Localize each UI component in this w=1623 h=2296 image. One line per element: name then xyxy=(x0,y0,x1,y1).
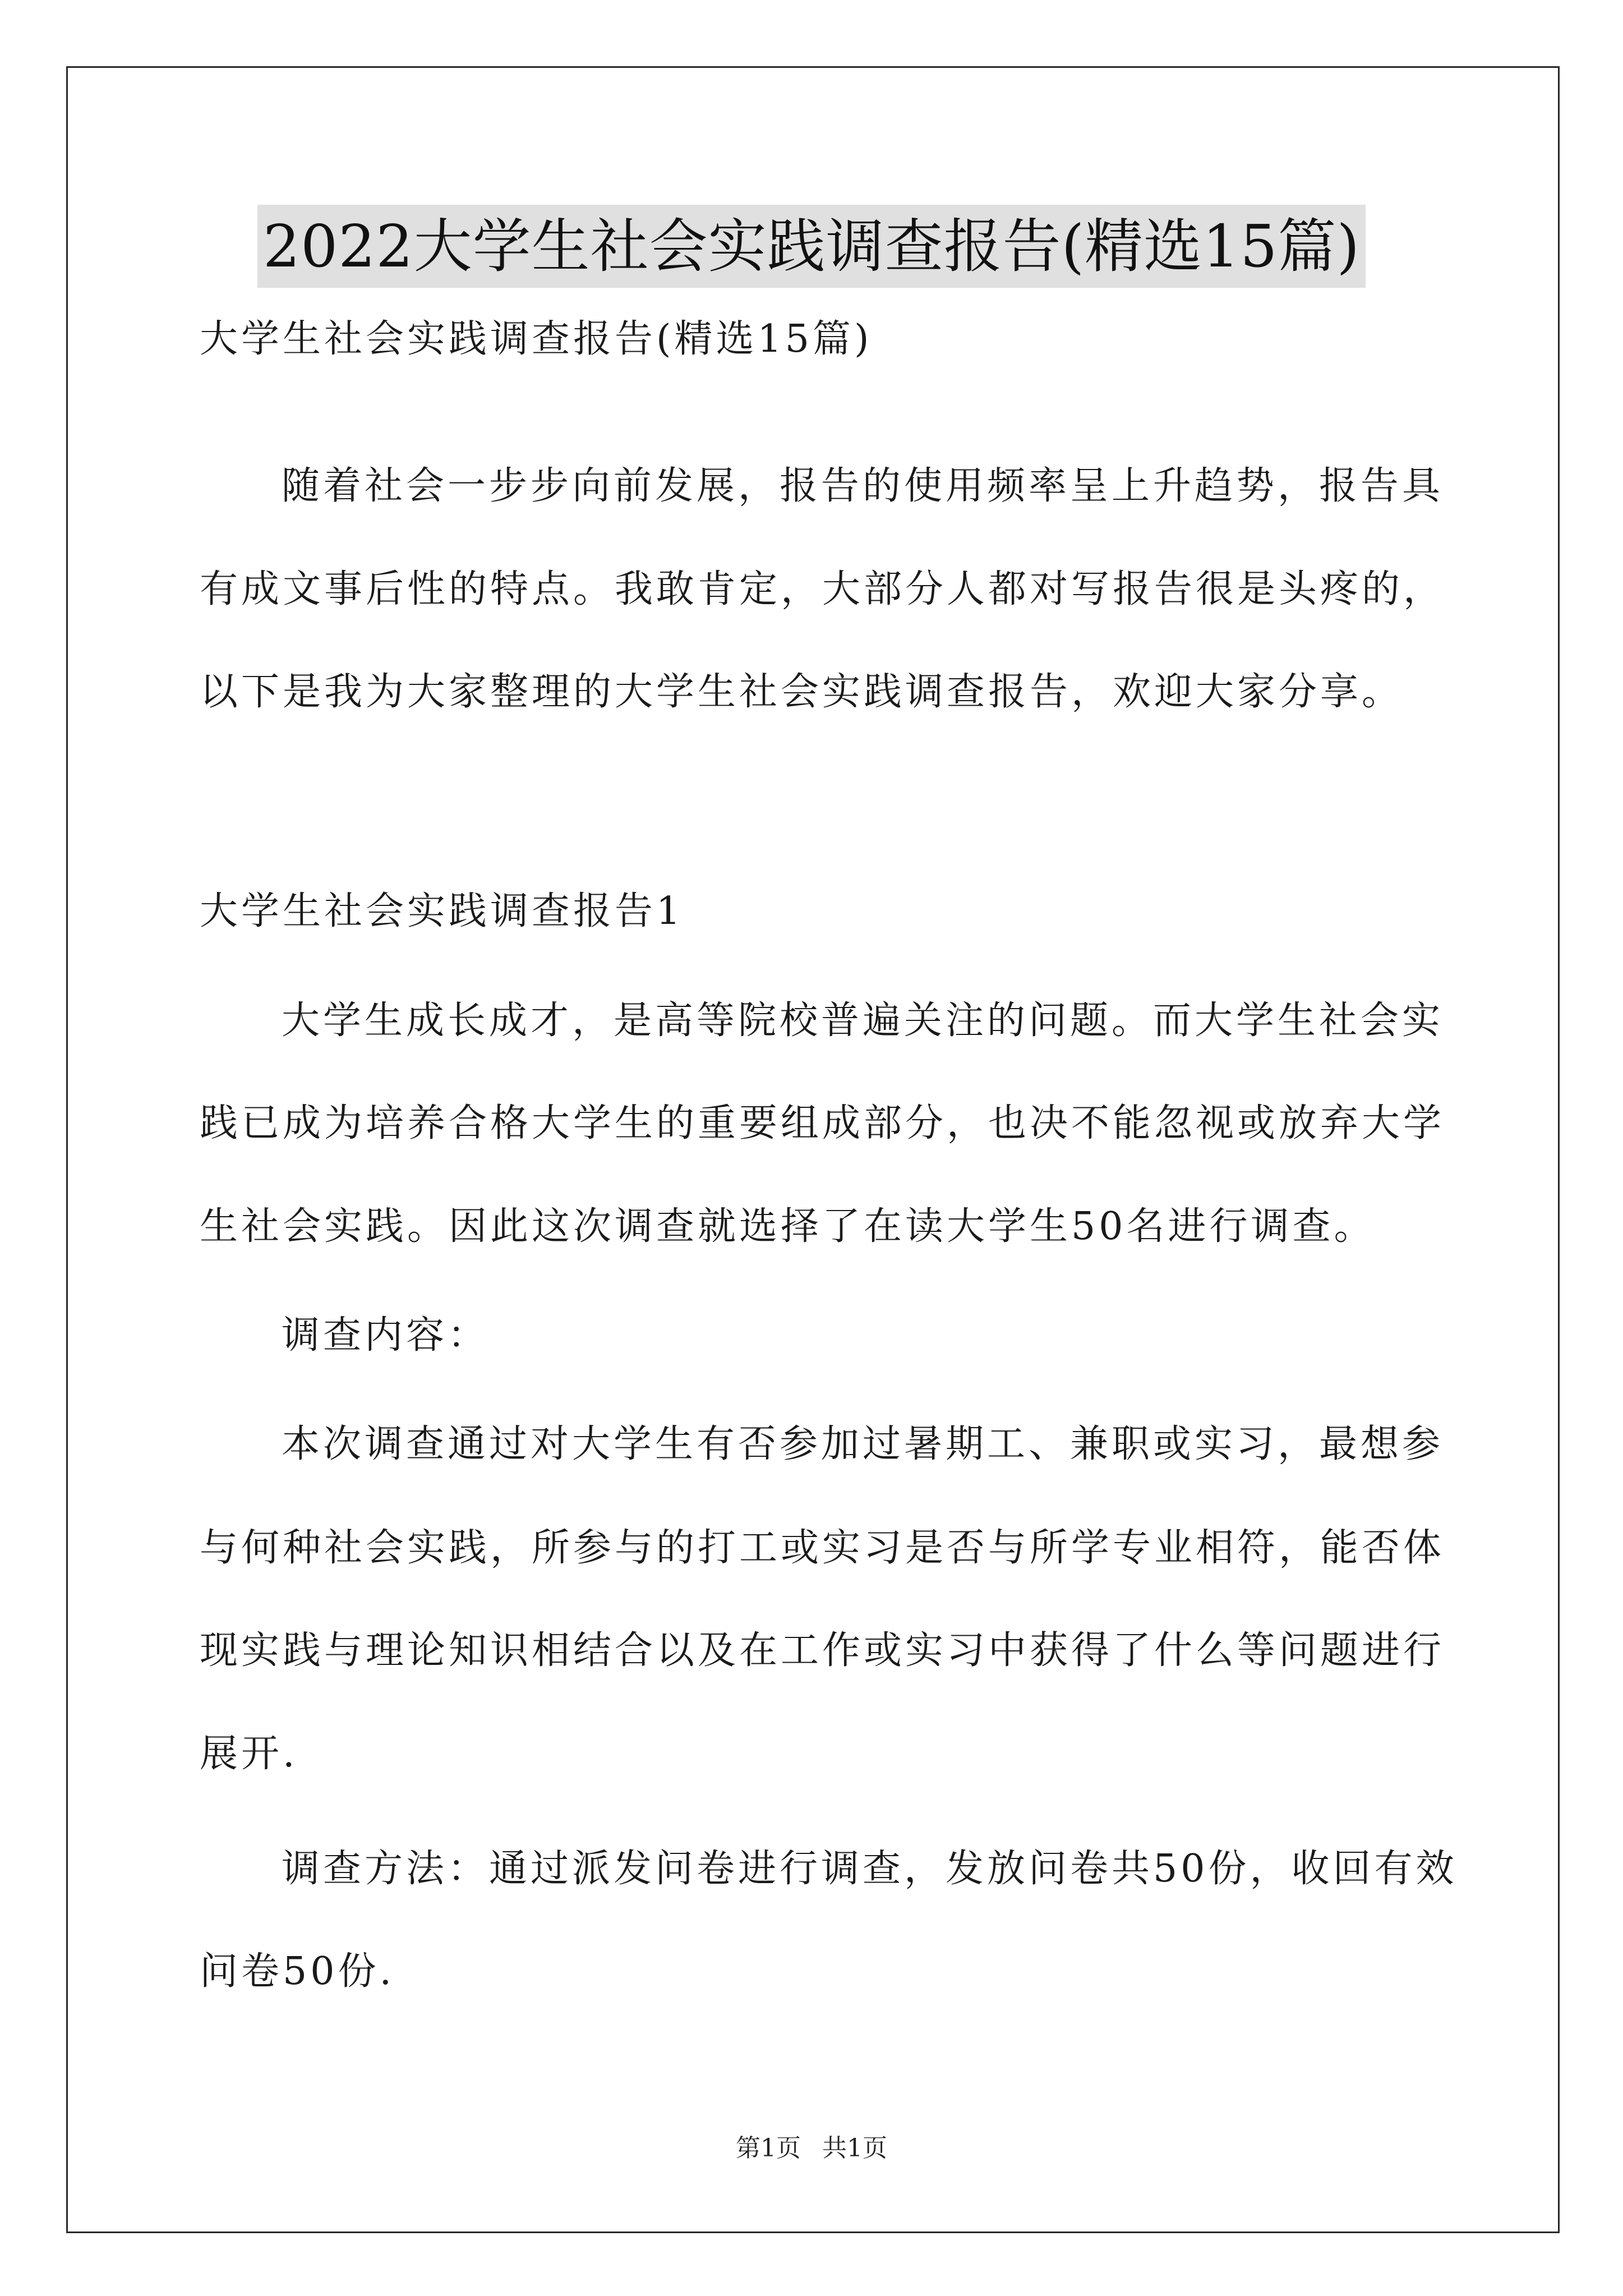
intro-line-3: 以下是我为大家整理的大学生社会实践调查报告，欢迎大家分享。 xyxy=(200,670,1404,714)
paragraph-line: 与何种社会实践，所参与的打工或实习是否与所学专业相符，能否体 xyxy=(200,1526,1445,1570)
page-number: 第1页 xyxy=(736,2134,801,2162)
paragraph-line: 问卷50份. xyxy=(200,1949,395,1994)
intro-line-1: 随着社会一步步向前发展，报告的使用频率呈上升趋势，报告具 xyxy=(282,464,1444,508)
title-container xyxy=(0,205,1623,288)
paragraph-line: 调查内容： xyxy=(282,1313,490,1358)
paragraph-line: 大学生成长成才，是高等院校普遍关注的问题。而大学生社会实 xyxy=(282,999,1444,1043)
page-border xyxy=(66,66,1560,2233)
paragraph-line: 展开. xyxy=(200,1732,298,1776)
paragraph-line: 本次调查通过对大学生有否参加过暑期工、兼职或实习，最想参 xyxy=(282,1422,1444,1466)
paragraph-line: 调查方法：通过派发问卷进行调查，发放问卷共50份，收回有效 xyxy=(282,1847,1458,1891)
section-heading: 大学生社会实践调查报告1 xyxy=(200,889,684,933)
paragraph-line: 践已成为培养合格大学生的重要组成部分，也决不能忽视或放弃大学 xyxy=(200,1101,1445,1145)
document-subtitle: 大学生社会实践调查报告(精选15篇) xyxy=(200,317,873,361)
page-footer xyxy=(0,2132,1623,2165)
intro-line-2: 有成文事后性的特点。我敢肯定，大部分人都对写报告很是头疼的， xyxy=(200,567,1445,611)
paragraph-line: 生社会实践。因此这次调查就选择了在读大学生50名进行调查。 xyxy=(200,1204,1376,1249)
paragraph-line: 现实践与理论知识相结合以及在工作或实习中获得了什么等问题进行 xyxy=(200,1628,1445,1673)
document-title: 2022大学生社会实践调查报告(精选15篇) xyxy=(257,205,1366,288)
page-total: 共1页 xyxy=(822,2134,887,2162)
